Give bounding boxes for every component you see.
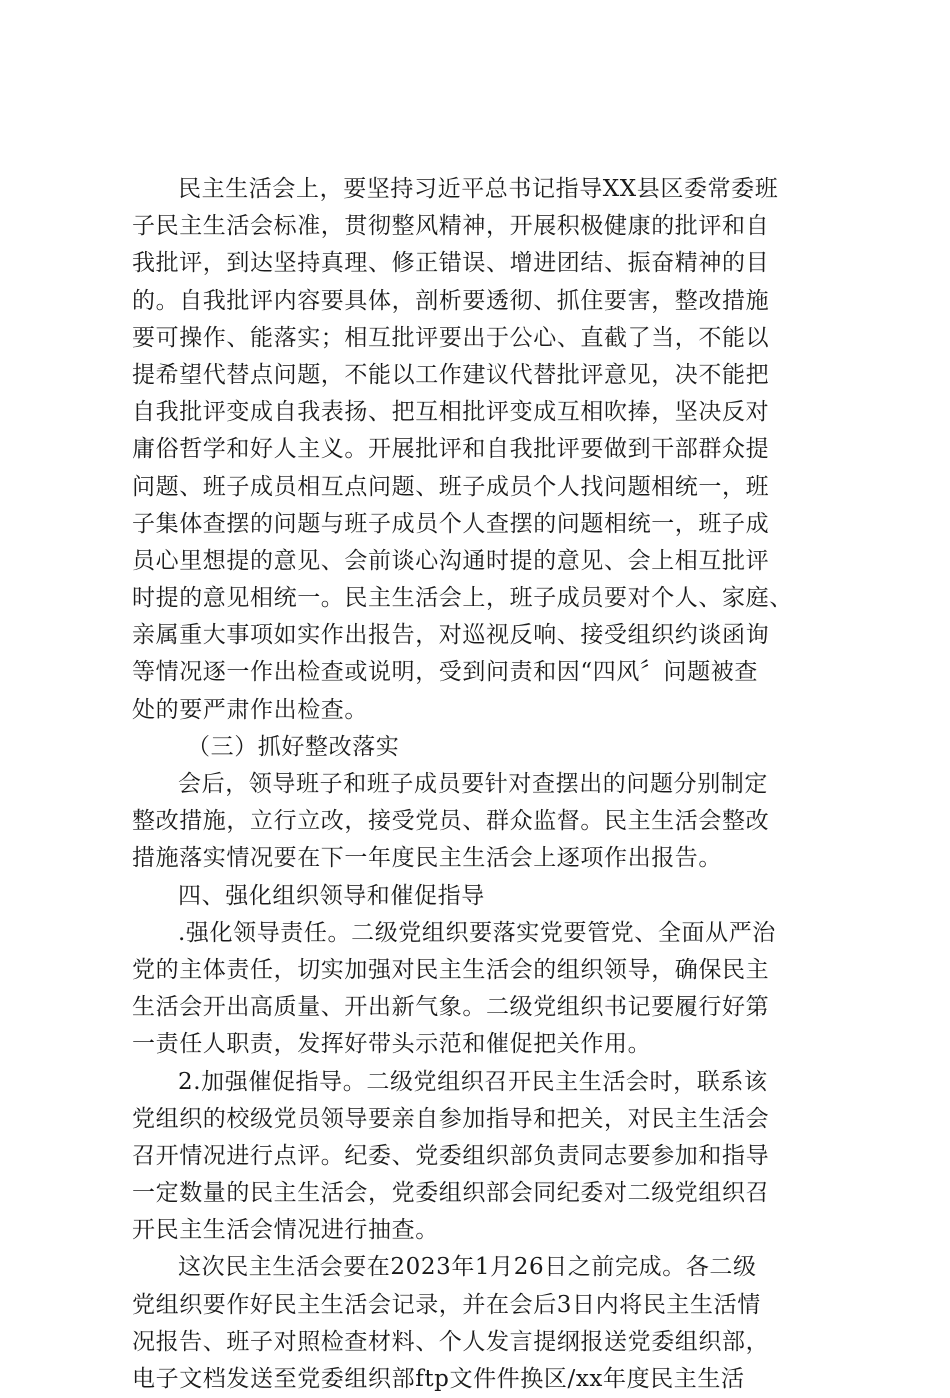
paragraph-line: 处的要严肃作出检查。 xyxy=(132,696,368,723)
paragraph-line: 开民主生活会情况进行抽查。 xyxy=(132,1217,439,1244)
paragraph-line: 召开情况进行点评。纪委、党委组织部负责同志要参加和指导 xyxy=(132,1142,770,1169)
paragraph-line: 子集体查摆的问题与班子成员个人查摆的问题相统一，班子成 xyxy=(132,510,770,537)
paragraph-line: 会后，领导班子和班子成员要针对查摆出的问题分别制定 xyxy=(178,771,768,797)
paragraph-line: 民主生活会上，要坚持习近平总书记指导XX县区委常委班 xyxy=(178,176,779,202)
paragraph-line: 一责任人职责，发挥好带头示范和催促把关作用。 xyxy=(132,1031,652,1058)
paragraph-line: 整改措施，立行立改，接受党员、群众监督。民主生活会整改 xyxy=(132,808,770,835)
paragraph-line: 提希望代替点问题，不能以工作建议代替批评意见，决不能把 xyxy=(132,361,770,388)
paragraph-line: 亲属重大事项如实作出报告，对巡视反响、接受组织约谈函询 xyxy=(132,622,770,649)
paragraph-line: 这次民主生活会要在2023年1月26日之前完成。各二级 xyxy=(178,1254,757,1281)
paragraph-line: 党组织的校级党员领导要亲自参加指导和把关，对民主生活会 xyxy=(132,1105,770,1132)
paragraph-line: 等情况逐一作出检查或说明，受到问责和因“四风〞问题被查 xyxy=(132,659,758,686)
paragraph-line: 一定数量的民主生活会，党委组织部会同纪委对二级党组织召 xyxy=(132,1180,770,1207)
paragraph-line: 电子文档发送至党委组织部ftp文件件换区/xx年度民主生活 xyxy=(132,1366,745,1392)
paragraph-line: 党的主体责任，切实加强对民主生活会的组织领导，确保民主 xyxy=(132,956,770,983)
paragraph-line: 党组织要作好民主生活会记录，并在会后3日内将民主生活情 xyxy=(132,1291,761,1318)
section-heading: 四、强化组织领导和催促指导 xyxy=(178,882,485,909)
paragraph-line: 的。自我批评内容要具体，剖析要透彻、抓住要害，整改措施 xyxy=(132,287,770,314)
paragraph-line: 生活会开出高质量、开出新气象。二级党组织书记要履行好第 xyxy=(132,994,770,1021)
paragraph-line: 问题、班子成员相互点问题、班子成员个人找问题相统一，班 xyxy=(132,473,770,500)
paragraph-line: 庸俗哲学和好人主义。开展批评和自我批评要做到干部群众提 xyxy=(132,436,770,463)
paragraph-line: 要可操作、能落实；相互批评要出于公心、直截了当，不能以 xyxy=(132,324,770,351)
paragraph-line: .强化领导责任。二级党组织要落实党要管党、全面从严治 xyxy=(178,919,776,946)
paragraph-line: 况报告、班子对照检查材料、个人发言提纲报送党委组织部， xyxy=(132,1328,770,1355)
paragraph-line: 时提的意见相统一。民主生活会上，班子成员要对个人、家庭、 xyxy=(132,585,793,612)
paragraph-line: 子民主生活会标准，贯彻整风精神，开展积极健康的批评和自 xyxy=(132,213,770,240)
paragraph-line: 自我批评变成自我表扬、把互相批评变成互相吹捧，坚决反对 xyxy=(132,399,770,426)
section-heading: （三）抓好整改落实 xyxy=(187,733,400,760)
document-body xyxy=(132,171,824,1398)
paragraph-line: 员心里想提的意见、会前谈心沟通时提的意见、会上相互批评 xyxy=(132,547,770,574)
paragraph-line: 2.加强催促指导。二级党组织召开民主生活会时，联系该 xyxy=(178,1068,768,1095)
paragraph-line: 措施落实情况要在下一年度民主生活会上逐项作出报告。 xyxy=(132,845,722,872)
paragraph-line: 我批评，到达坚持真理、修正错误、增进团结、振奋精神的目 xyxy=(132,250,770,277)
